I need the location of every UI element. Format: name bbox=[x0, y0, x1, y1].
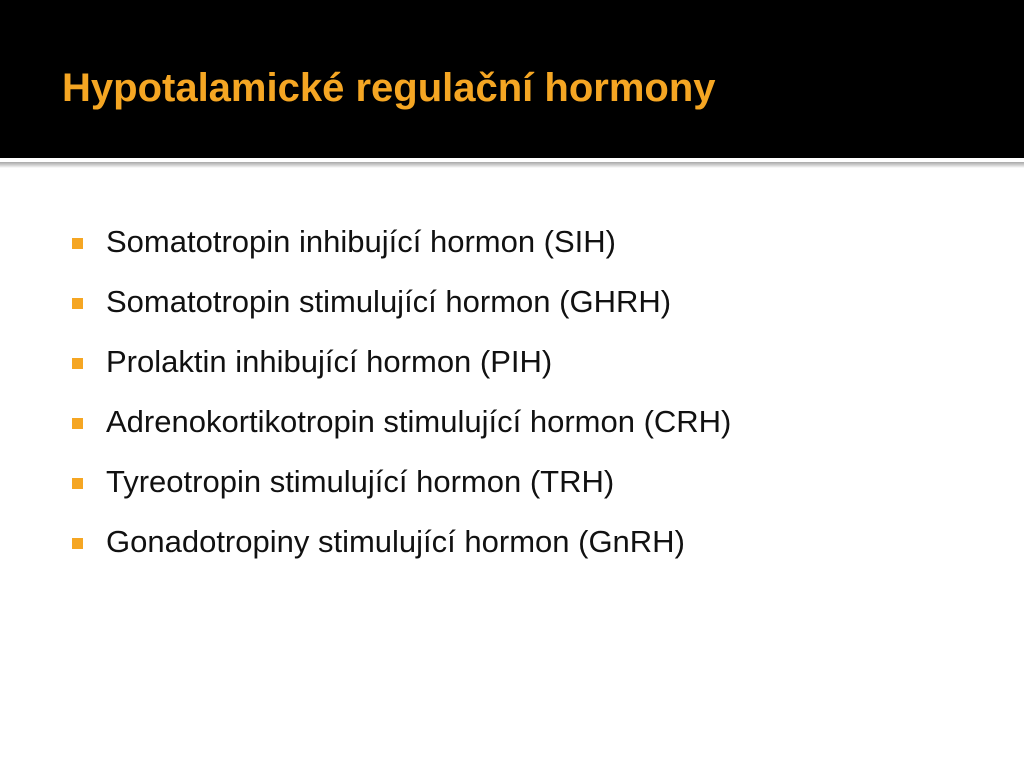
bullet-text: Prolaktin inhibující hormon (PIH) bbox=[106, 344, 553, 379]
bullet-text: Somatotropin inhibující hormon (SIH) bbox=[106, 224, 617, 259]
bullet-item bbox=[72, 514, 1012, 574]
bullet-item bbox=[72, 214, 1012, 274]
bullet-item bbox=[72, 274, 1012, 334]
bullet-list bbox=[72, 214, 1012, 574]
bullet-text: Tyreotropin stimulující hormon (TRH) bbox=[106, 464, 615, 499]
bullet-item bbox=[72, 334, 1012, 394]
bullet-text: Adrenokortikotropin stimulující hormon (CRH) bbox=[106, 404, 732, 439]
square-bullet-icon bbox=[72, 418, 83, 429]
bullet-text: Gonadotropiny stimulující hormon (GnRH) bbox=[106, 524, 685, 559]
title-divider bbox=[0, 158, 1024, 168]
bullet-text: Somatotropin stimulující hormon (GHRH) bbox=[106, 284, 672, 319]
square-bullet-icon bbox=[72, 238, 83, 249]
slide-title: Hypotalamické regulační hormony bbox=[62, 66, 716, 110]
square-bullet-icon bbox=[72, 358, 83, 369]
bullet-item bbox=[72, 394, 1012, 454]
square-bullet-icon bbox=[72, 298, 83, 309]
square-bullet-icon bbox=[72, 538, 83, 549]
title-bar bbox=[0, 0, 1024, 158]
slide-content bbox=[72, 214, 1012, 574]
square-bullet-icon bbox=[72, 478, 83, 489]
bullet-item bbox=[72, 454, 1012, 514]
